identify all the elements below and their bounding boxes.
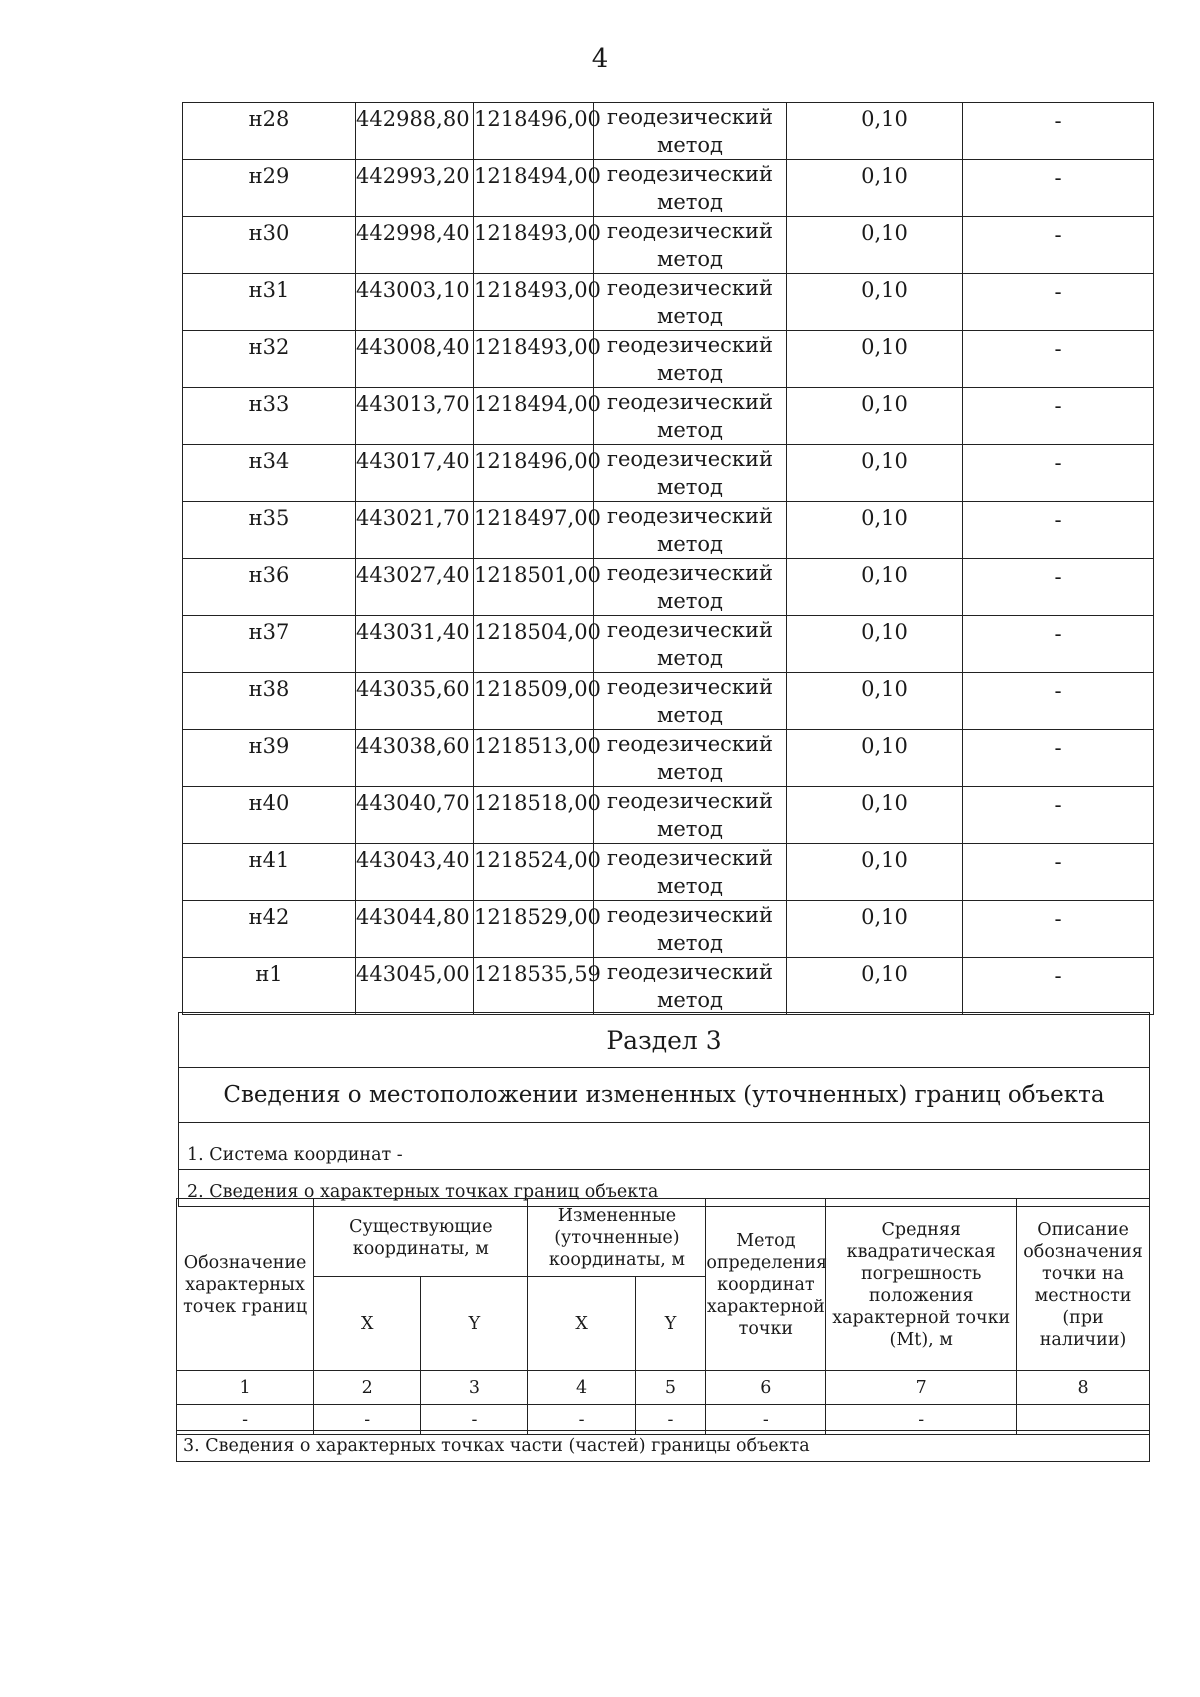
point-y: 1218509,00 [474,673,594,730]
empty-value-cell: - [421,1405,528,1435]
point-error: 0,10 [787,673,963,730]
point-row [183,958,1154,1015]
point-x: 443017,40 [356,445,474,502]
point-method [594,103,787,160]
header-error: Средняя квадратическая погрешность положения характерной точки (Mt), м [826,1199,1017,1371]
point-description: - [963,787,1154,844]
point-y: 1218496,00 [474,103,594,160]
point-method-line1: геодезический [606,504,774,528]
point-name: н42 [183,901,356,958]
point-row [183,445,1154,502]
point-error: 0,10 [787,502,963,559]
point-name: н29 [183,160,356,217]
point-name: н35 [183,502,356,559]
point-x: 442993,20 [356,160,474,217]
point-x: 443035,60 [356,673,474,730]
point-x: 443031,40 [356,616,474,673]
point-x: 442998,40 [356,217,474,274]
point-error: 0,10 [787,217,963,274]
point-row [183,388,1154,445]
point-name: н41 [183,844,356,901]
header-x-changed: X [528,1277,635,1371]
point-method [594,274,787,331]
header-changed-coords: Измененные (уточненные) координаты, м [528,1199,706,1277]
point-error: 0,10 [787,559,963,616]
point-error: 0,10 [787,445,963,502]
point-x: 443040,70 [356,787,474,844]
point-description: - [963,844,1154,901]
header-designation: Обозначение характерных точек границ [177,1199,314,1371]
point-method-line2: метод [657,532,723,556]
point-error: 0,10 [787,730,963,787]
point-name: н39 [183,730,356,787]
point-description: - [963,388,1154,445]
point-method-line2: метод [657,304,723,328]
point-method-line1: геодезический [606,105,774,129]
point-error: 0,10 [787,331,963,388]
point-error: 0,10 [787,844,963,901]
point-row [183,160,1154,217]
point-error: 0,10 [787,616,963,673]
point-name: н31 [183,274,356,331]
point-error: 0,10 [787,274,963,331]
point-description: - [963,274,1154,331]
empty-value-cell: - [177,1405,314,1435]
point-row [183,274,1154,331]
point-method-line1: геодезический [606,561,774,585]
point-x: 443027,40 [356,559,474,616]
boundary-points-table [176,1198,1150,1435]
point-row [183,103,1154,160]
point-method [594,388,787,445]
point-x: 443008,40 [356,331,474,388]
point-method-line1: геодезический [606,789,774,813]
point-y: 1218493,00 [474,274,594,331]
point-method-line2: метод [657,703,723,727]
point-method-line2: метод [657,247,723,271]
point-y: 1218518,00 [474,787,594,844]
point-name: н28 [183,103,356,160]
point-name: н37 [183,616,356,673]
point-description: - [963,445,1154,502]
point-description: - [963,673,1154,730]
point-error: 0,10 [787,787,963,844]
point-method-line2: метод [657,646,723,670]
point-method-line1: геодезический [606,390,774,414]
point-y: 1218529,00 [474,901,594,958]
point-method-line1: геодезический [606,846,774,870]
point-method [594,217,787,274]
point-name: н36 [183,559,356,616]
point-description: - [963,217,1154,274]
point-name: н40 [183,787,356,844]
point-method [594,559,787,616]
header-y-existing: Y [421,1277,528,1371]
point-x: 443038,60 [356,730,474,787]
point-description: - [963,730,1154,787]
point-description: - [963,160,1154,217]
column-number: 2 [314,1371,421,1405]
point-row [183,616,1154,673]
empty-value-cell: - [635,1405,706,1435]
point-description: - [963,901,1154,958]
point-y: 1218494,00 [474,160,594,217]
point-y: 1218493,00 [474,331,594,388]
point-name: н1 [183,958,356,1015]
point-x: 442988,80 [356,103,474,160]
point-method-line2: метод [657,475,723,499]
header-existing-coords: Существующие координаты, м [314,1199,528,1277]
header-method: Метод определения координат характерной точки [706,1199,826,1371]
point-row [183,787,1154,844]
part-points-section [176,1430,1150,1462]
empty-value-cell: - [314,1405,421,1435]
point-x: 443003,10 [356,274,474,331]
point-x: 443045,00 [356,958,474,1015]
points-info-heading: 2. Сведения о характерных точках границ объекта [179,1170,1150,1207]
column-number: 7 [826,1371,1017,1405]
point-description: - [963,103,1154,160]
point-y: 1218494,00 [474,388,594,445]
point-method-line1: геодезический [606,162,774,186]
point-method-line1: геодезический [606,732,774,756]
point-description: - [963,958,1154,1015]
point-method-line2: метод [657,589,723,613]
point-method-line2: метод [657,931,723,955]
point-row [183,901,1154,958]
point-method [594,730,787,787]
point-y: 1218493,00 [474,217,594,274]
point-description: - [963,616,1154,673]
header-description: Описание обозначения точки на местности (при наличии) [1017,1199,1150,1371]
point-error: 0,10 [787,388,963,445]
point-error: 0,10 [787,160,963,217]
point-method [594,616,787,673]
point-row [183,844,1154,901]
point-row [183,673,1154,730]
point-method-line2: метод [657,988,723,1012]
point-method [594,160,787,217]
point-method-line1: геодезический [606,219,774,243]
point-y: 1218513,00 [474,730,594,787]
point-method-line1: геодезический [606,447,774,471]
point-method [594,502,787,559]
empty-value-cell: - [826,1405,1017,1435]
point-method [594,787,787,844]
point-method-line1: геодезический [606,276,774,300]
section-3 [178,1012,1150,1207]
point-method-line2: метод [657,190,723,214]
column-number: 5 [635,1371,706,1405]
empty-value-cell: - [706,1405,826,1435]
point-method [594,673,787,730]
point-description: - [963,559,1154,616]
header-y-changed: Y [635,1277,706,1371]
section-subtitle: Сведения о местоположении измененных (уточненных) границ объекта [179,1068,1150,1123]
point-method [594,958,787,1015]
points-table [182,102,1154,1015]
column-number: 3 [421,1371,528,1405]
point-x: 443043,40 [356,844,474,901]
point-error: 0,10 [787,901,963,958]
point-method-line2: метод [657,760,723,784]
page-number: 4 [591,44,609,74]
point-y: 1218501,00 [474,559,594,616]
point-method-line1: геодезический [606,618,774,642]
point-method-line2: метод [657,418,723,442]
point-y: 1218535,59 [474,958,594,1015]
point-y: 1218496,00 [474,445,594,502]
point-error: 0,10 [787,103,963,160]
point-row [183,730,1154,787]
column-number: 4 [528,1371,635,1405]
point-x: 443013,70 [356,388,474,445]
point-method-line2: метод [657,361,723,385]
point-row [183,502,1154,559]
point-x: 443021,70 [356,502,474,559]
point-row [183,217,1154,274]
point-method [594,445,787,502]
coordinate-system: 1. Система координат - [179,1123,1150,1170]
point-method [594,901,787,958]
point-method-line1: геодезический [606,333,774,357]
column-number: 1 [177,1371,314,1405]
point-method [594,844,787,901]
point-method-line2: метод [657,817,723,841]
section-title: Раздел 3 [179,1013,1150,1068]
point-row [183,559,1154,616]
point-method-line1: геодезический [606,960,774,984]
point-name: н38 [183,673,356,730]
point-x: 443044,80 [356,901,474,958]
point-name: н30 [183,217,356,274]
part-points-heading: 3. Сведения о характерных точках части (частей) границы объекта [177,1431,1150,1462]
point-y: 1218497,00 [474,502,594,559]
point-y: 1218504,00 [474,616,594,673]
empty-value-cell: - [528,1405,635,1435]
point-error: 0,10 [787,958,963,1015]
point-method-line2: метод [657,133,723,157]
point-name: н33 [183,388,356,445]
point-y: 1218524,00 [474,844,594,901]
column-number: 6 [706,1371,826,1405]
point-method-line1: геодезический [606,675,774,699]
point-method-line1: геодезический [606,903,774,927]
header-x-existing: X [314,1277,421,1371]
point-method [594,331,787,388]
point-description: - [963,331,1154,388]
point-method-line2: метод [657,874,723,898]
point-name: н34 [183,445,356,502]
column-number: 8 [1017,1371,1150,1405]
point-description: - [963,502,1154,559]
point-name: н32 [183,331,356,388]
point-row [183,331,1154,388]
